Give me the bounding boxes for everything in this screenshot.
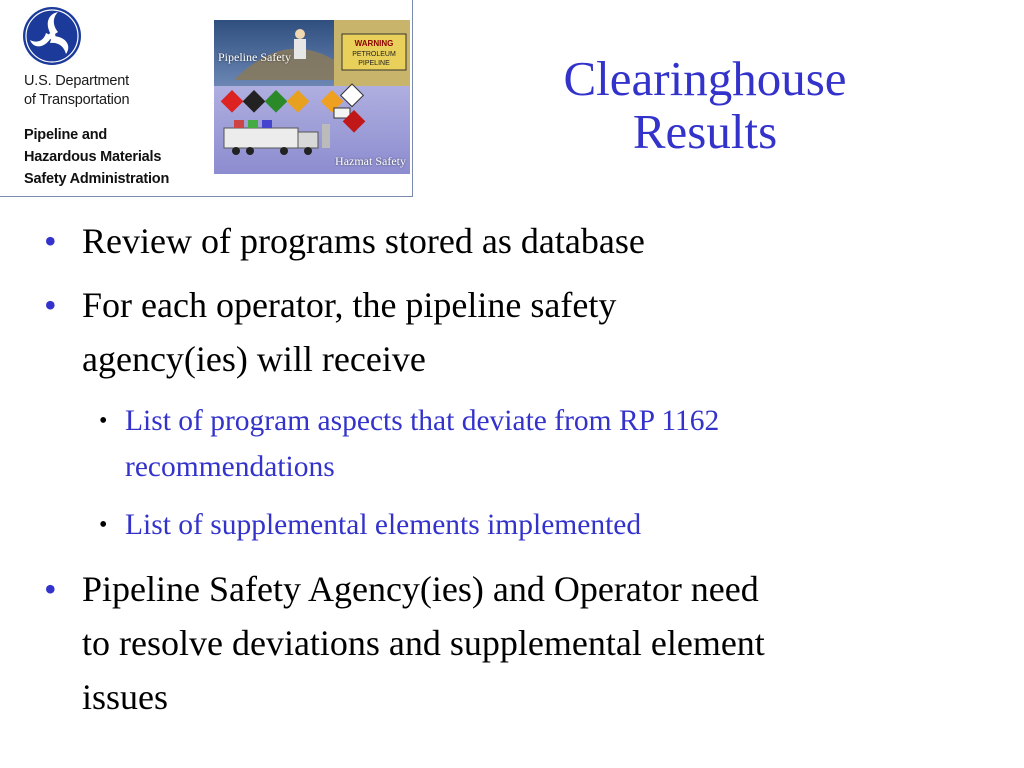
sub-bullet-text: List of supplemental elements implemented: [125, 509, 642, 541]
sub-bullet-text: recommendations: [125, 451, 335, 483]
hazmat-safety-label: Hazmat Safety: [335, 154, 406, 168]
header-divider-horizontal: [0, 196, 412, 197]
agency-line-2: of Transportation: [24, 92, 130, 108]
title-line-2: Results: [632, 104, 778, 159]
agency-name: [24, 72, 129, 110]
sub-bullet-marker: •: [99, 512, 108, 538]
bullet-text: agency(ies) will receive: [82, 339, 426, 379]
bullet-marker: •: [44, 285, 57, 325]
bullet-text: For each operator, the pipeline safety: [82, 285, 617, 325]
svg-text:PETROLEUM: PETROLEUM: [352, 51, 396, 58]
bullet-text: Pipeline Safety Agency(ies) and Operator need: [82, 569, 759, 609]
bullet-text: Review of programs stored as database: [82, 221, 645, 261]
dot-phmsa-logo: [0, 0, 212, 198]
admin-line-1: Pipeline and: [24, 127, 108, 143]
bullet-marker: •: [44, 221, 57, 261]
admin-line-3: Safety Administration: [24, 171, 170, 187]
sub-bullet-marker: •: [99, 408, 108, 434]
bullet-item-2: [44, 278, 617, 386]
banner-collage-image: [214, 20, 410, 174]
title-line-1: Clearinghouse: [563, 51, 847, 106]
svg-text:WARNING: WARNING: [354, 39, 394, 48]
pipeline-safety-label: Pipeline Safety: [218, 50, 291, 64]
admin-line-2: Hazardous Materials: [24, 149, 162, 165]
bullet-marker: •: [44, 569, 57, 609]
sub-bullet-item-1: [99, 398, 720, 490]
bullet-text: to resolve deviations and supplemental element: [82, 623, 765, 663]
bullet-item-3: [44, 562, 765, 724]
dot-triskelion-icon: [22, 6, 82, 66]
sub-bullet-item-2: [99, 502, 642, 548]
svg-text:PIPELINE: PIPELINE: [358, 60, 390, 67]
sub-bullet-text: List of program aspects that deviate from RP 1162: [125, 405, 720, 437]
bullet-item-1: [44, 214, 645, 268]
slide-title: [470, 52, 940, 158]
pipeline-hazmat-banner: [214, 20, 410, 174]
administration-name: [24, 124, 169, 190]
bullet-text: issues: [82, 677, 169, 717]
header-divider-vertical: [412, 0, 413, 197]
agency-line-1: U.S. Department: [24, 73, 129, 89]
